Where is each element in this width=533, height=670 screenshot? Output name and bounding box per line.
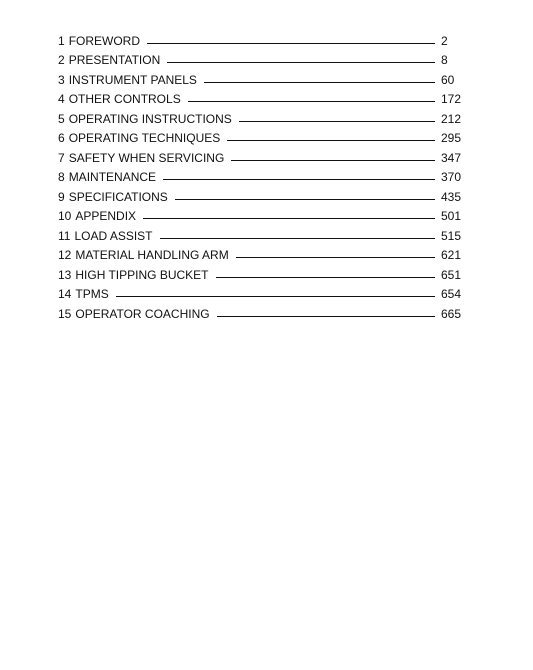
toc-entry-material-handling-arm[interactable] — [58, 244, 468, 264]
toc-entry-page: 651 — [441, 267, 462, 282]
toc-entry-title: APPENDIX — [75, 209, 137, 223]
toc-entry-foreword[interactable] — [58, 29, 468, 49]
toc-entry-instrument-panels[interactable] — [58, 68, 468, 88]
toc-entry-page: 665 — [441, 306, 462, 321]
toc-entry-page: 515 — [441, 228, 462, 243]
toc-entry-title: PRESENTATION — [68, 53, 161, 67]
toc-entry-title: HIGH TIPPING BUCKET — [75, 267, 209, 282]
toc-entry-number: 7 — [58, 150, 65, 165]
toc-entry-title: OTHER CONTROLS — [68, 92, 181, 106]
toc-entry-title: TPMS — [75, 287, 109, 301]
toc-entry-number: 13 — [58, 267, 72, 282]
toc-entry-number: 5 — [58, 111, 65, 126]
table-of-contents — [58, 29, 468, 322]
toc-entry-title: OPERATING TECHNIQUES — [68, 131, 221, 145]
toc-leader-line — [216, 277, 436, 278]
toc-entry-number: 12 — [58, 248, 72, 262]
toc-entry-page: 435 — [441, 189, 462, 204]
toc-leader-line — [163, 179, 435, 180]
toc-leader-line — [236, 257, 435, 258]
toc-entry-title: FOREWORD — [68, 33, 141, 48]
toc-entry-page: 2 — [441, 33, 448, 48]
toc-entry-operating-techniques[interactable] — [58, 127, 468, 147]
toc-entry-title: LOAD ASSIST — [74, 228, 153, 243]
toc-entry-page: 212 — [441, 111, 462, 126]
toc-entry-number: 3 — [58, 72, 65, 87]
toc-entry-title: SAFETY WHEN SERVICING — [68, 150, 225, 165]
toc-entry-other-controls[interactable] — [58, 88, 468, 108]
toc-entry-number: 15 — [58, 306, 72, 321]
toc-leader-line — [167, 62, 435, 63]
toc-entry-page: 501 — [441, 209, 462, 223]
toc-leader-line — [227, 140, 435, 141]
toc-entry-page: 370 — [441, 170, 462, 184]
toc-leader-line — [160, 238, 436, 239]
toc-entry-title: SPECIFICATIONS — [68, 189, 168, 204]
toc-entry-title: INSTRUMENT PANELS — [68, 72, 197, 87]
toc-leader-line — [175, 199, 435, 200]
toc-leader-line — [217, 316, 435, 317]
toc-leader-line — [143, 218, 435, 219]
toc-entry-page: 172 — [441, 92, 462, 106]
toc-entry-page: 60 — [441, 72, 455, 87]
toc-entry-number: 1 — [58, 33, 65, 48]
toc-entry-operator-coaching[interactable] — [58, 302, 468, 322]
toc-entry-load-assist[interactable] — [58, 224, 468, 244]
toc-entry-page: 654 — [441, 287, 462, 301]
toc-entry-specifications[interactable] — [58, 185, 468, 205]
toc-entry-number: 10 — [58, 209, 72, 223]
toc-entry-number: 6 — [58, 131, 65, 145]
toc-entry-page: 8 — [441, 53, 448, 67]
toc-entry-title: MATERIAL HANDLING ARM — [75, 248, 229, 262]
toc-entry-presentation[interactable] — [58, 49, 468, 69]
toc-entry-high-tipping-bucket[interactable] — [58, 263, 468, 283]
toc-entry-tpms[interactable] — [58, 283, 468, 303]
toc-entry-page: 621 — [441, 248, 462, 262]
toc-leader-line — [204, 82, 435, 83]
toc-entry-safety-when-servicing[interactable] — [58, 146, 468, 166]
toc-entry-number: 11 — [58, 228, 71, 243]
toc-entry-number: 4 — [58, 92, 65, 106]
toc-leader-line — [239, 121, 435, 122]
toc-entry-number: 8 — [58, 170, 65, 184]
toc-entry-title: OPERATING INSTRUCTIONS — [68, 111, 232, 126]
toc-leader-line — [231, 160, 435, 161]
toc-entry-number: 9 — [58, 189, 65, 204]
toc-entry-operating-instructions[interactable] — [58, 107, 468, 127]
toc-leader-line — [116, 296, 435, 297]
toc-entry-appendix[interactable] — [58, 205, 468, 225]
toc-entry-title: OPERATOR COACHING — [75, 306, 210, 321]
toc-leader-line — [147, 43, 435, 44]
toc-leader-line — [188, 101, 435, 102]
toc-entry-page: 295 — [441, 131, 462, 145]
toc-entry-number: 14 — [58, 287, 72, 301]
toc-entry-maintenance[interactable] — [58, 166, 468, 186]
toc-entry-number: 2 — [58, 53, 65, 67]
toc-entry-page: 347 — [441, 150, 462, 165]
toc-entry-title: MAINTENANCE — [68, 170, 157, 184]
